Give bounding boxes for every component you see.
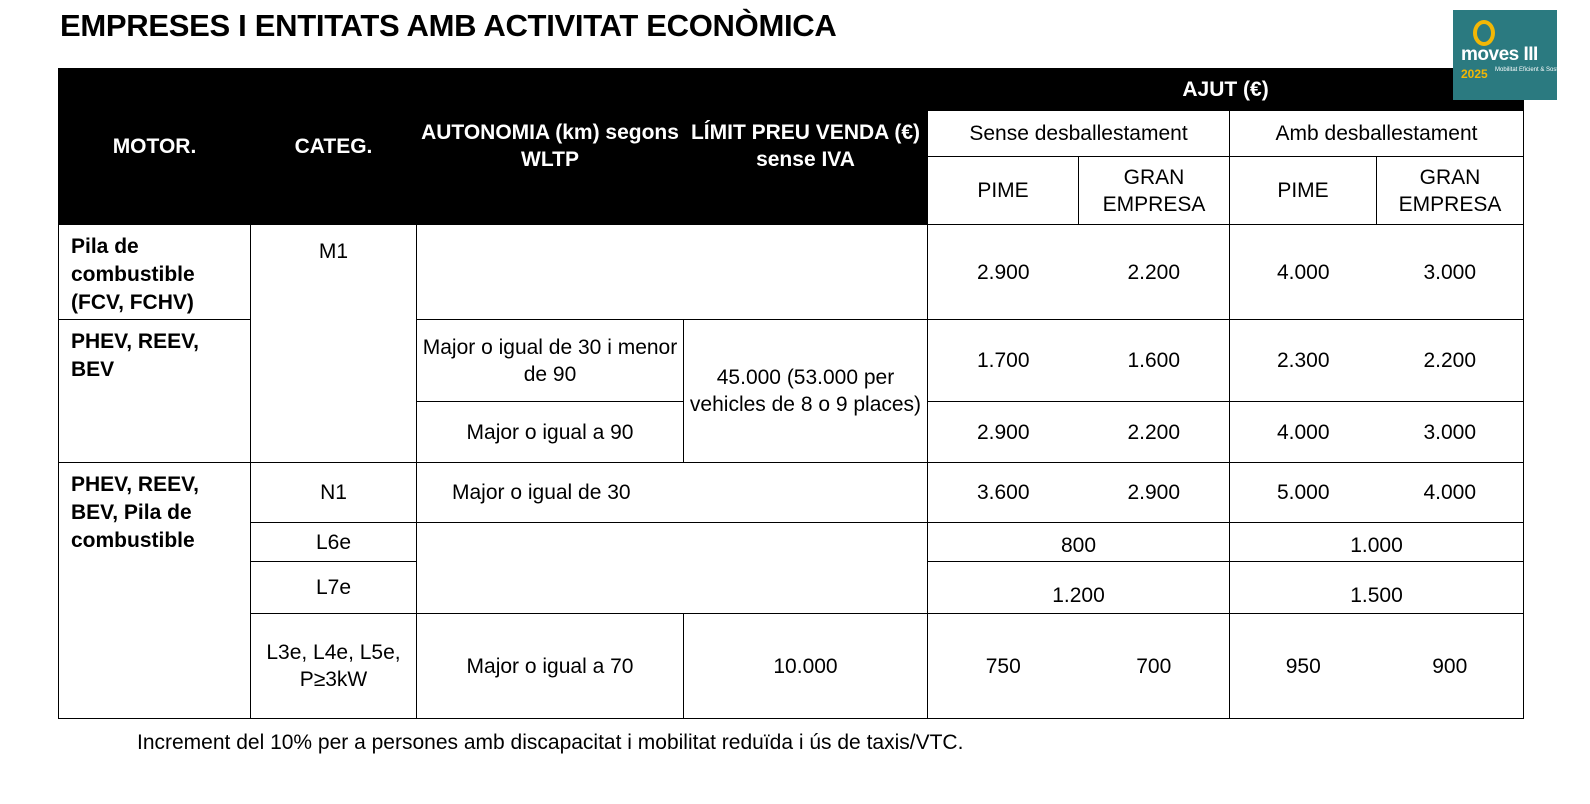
value-l7e-amb: 1.500 — [1230, 562, 1524, 614]
motor-group3: PHEV, REEV, BEV, Pila de combustible — [59, 463, 251, 719]
value-cell: 2.300 — [1230, 320, 1377, 402]
value-l6e-sense: 800 — [928, 523, 1230, 562]
value-cell: 4.000 — [1230, 402, 1377, 463]
page-title: EMPRESES I ENTITATS AMB ACTIVITAT ECONÒMICA — [60, 8, 837, 43]
moves-logo — [1453, 10, 1575, 100]
categ-m1: M1 — [251, 225, 417, 463]
autonomia-n1: Major o igual de 30 — [417, 463, 684, 523]
value-cell: 700 — [1079, 614, 1230, 719]
value-cell: 950 — [1230, 614, 1377, 719]
value-l6e-amb: 1.000 — [1230, 523, 1524, 562]
infinity-icon — [1473, 20, 1495, 46]
limit-l3e: 10.000 — [684, 614, 928, 719]
autonomia-90: Major o igual a 90 — [417, 402, 684, 463]
limit-m1: 45.000 (53.000 per vehicles de 8 o 9 places) — [684, 320, 928, 463]
value-cell: 2.200 — [1079, 402, 1230, 463]
value-cell: 3.600 — [928, 463, 1079, 523]
logo-year: 2025 — [1461, 67, 1488, 81]
logo-word: moves III — [1461, 44, 1538, 65]
logo-tagline: Mobilitat Eficient & Sostenible — [1495, 67, 1575, 73]
header-motor: MOTOR. — [59, 69, 251, 225]
value-cell: 2.200 — [1377, 320, 1524, 402]
value-cell: 2.900 — [928, 225, 1079, 320]
value-cell: 900 — [1377, 614, 1524, 719]
value-cell: 2.900 — [928, 402, 1079, 463]
header-pime-amb: PIME — [1230, 157, 1377, 225]
header-amb: Amb desballestament — [1230, 111, 1524, 157]
value-cell: 5.000 — [1230, 463, 1377, 523]
value-cell: 2.200 — [1079, 225, 1230, 320]
empty-cell — [417, 523, 928, 614]
categ-l3e: L3e, L4e, L5e, P≥3kW — [251, 614, 417, 719]
header-pime-sense: PIME — [928, 157, 1079, 225]
motor-fcv: Pila de combustible (FCV, FCHV) — [59, 225, 251, 320]
header-categ: CATEG. — [251, 69, 417, 225]
value-cell: 750 — [928, 614, 1079, 719]
header-limit: LÍMIT PREU VENDA (€) sense IVA — [684, 69, 928, 225]
header-sense: Sense desballestament — [928, 111, 1230, 157]
value-cell: 1.700 — [928, 320, 1079, 402]
categ-n1: N1 — [251, 463, 417, 523]
value-cell: 3.000 — [1377, 225, 1524, 320]
value-cell: 4.000 — [1377, 463, 1524, 523]
autonomia-70: Major o igual a 70 — [417, 614, 684, 719]
autonomia-30-90: Major o igual de 30 i menor de 90 — [417, 320, 684, 402]
header-ajut: AJUT (€) — [928, 69, 1524, 111]
value-l7e-sense: 1.200 — [928, 562, 1230, 614]
header-gran-amb: GRAN EMPRESA — [1377, 157, 1524, 225]
value-cell: 2.900 — [1079, 463, 1230, 523]
value-cell: 1.600 — [1079, 320, 1230, 402]
motor-phev: PHEV, REEV, BEV — [59, 320, 251, 463]
value-cell: 3.000 — [1377, 402, 1524, 463]
empty-cell — [417, 225, 928, 320]
footnote: Increment del 10% per a persones amb discapacitat i mobilitat reduïda i ús de taxis/VTC. — [137, 731, 964, 754]
empty-cell — [684, 463, 928, 523]
header-autonomia: AUTONOMIA (km) segons WLTP — [417, 69, 684, 225]
aid-table — [58, 68, 1524, 719]
value-cell: 4.000 — [1230, 225, 1377, 320]
header-gran-sense: GRAN EMPRESA — [1079, 157, 1230, 225]
categ-l6e: L6e — [251, 523, 417, 562]
categ-l7e: L7e — [251, 562, 417, 614]
